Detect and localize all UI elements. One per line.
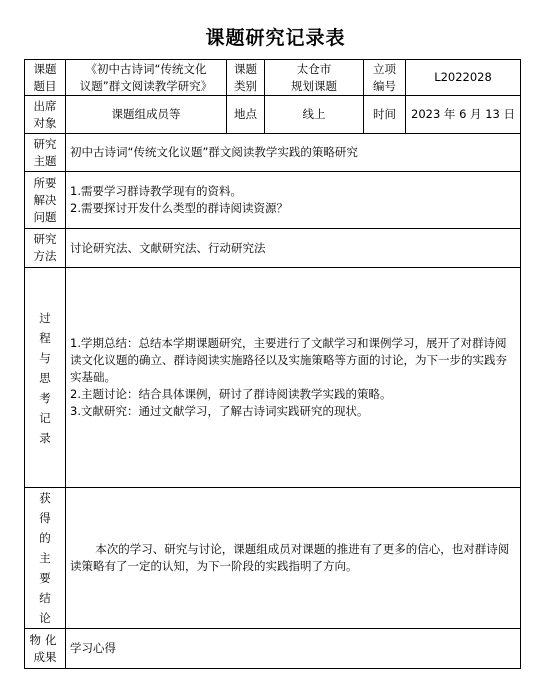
topic-value: 《初中古诗词“传统文化 议题”群文阅读教学研究》 [66, 60, 227, 96]
process-item: 2.主题讨论：结合具体课例，研讨了群诗阅读教学实践的策略。 [70, 387, 392, 401]
location-label: 地点 [227, 96, 265, 134]
row-theme [25, 134, 521, 172]
code-value: L2022028 [406, 60, 521, 96]
problems-value [66, 172, 521, 229]
code-label: 立项 编号 [364, 60, 406, 96]
row-topic [25, 60, 521, 96]
conclusion-label: 获得的主要结论 [25, 488, 66, 629]
theme-value: 初中古诗词“传统文化议题”群文阅读教学实践的策略研究 [66, 134, 521, 172]
conclusion-value: 本次的学习、研究与讨论，课题组成员对课题的推进有了更多的信心，也对群诗阅读策略有了一定的认知，为下一阶段的实践指明了方向。 [66, 488, 521, 629]
row-outcome [25, 629, 521, 669]
row-attendees [25, 96, 521, 134]
methods-value: 讨论研究法、文献研究法、行动研究法 [66, 229, 521, 268]
time-value: 2023 年 6 月 13 日 [406, 96, 521, 134]
page-title: 课题研究记录表 [205, 27, 346, 49]
location-value: 线上 [265, 96, 364, 134]
row-conclusion [25, 488, 521, 629]
time-label: 时间 [364, 96, 406, 134]
process-item: 3.文献研究：通过文献学习，了解古诗词实践研究的现状。 [70, 404, 369, 418]
process-value [66, 268, 521, 488]
theme-label: 研究 主题 [25, 134, 66, 172]
category-value: 太仓市 规划课题 [265, 60, 364, 96]
attendees-label: 出席 对象 [25, 96, 66, 134]
process-label: 过程与思考记录 [25, 268, 66, 488]
process-item: 1.学期总结：总结本学期课题研究，主要进行了文献学习和课例学习，展开了对群诗阅读文化议题的确立、群诗阅读实施路径以及实施策略等方面的讨论，为下一步的实践夯实基础。 [70, 336, 507, 384]
row-process [25, 268, 521, 488]
topic-label: 课题 题目 [25, 60, 66, 96]
row-problems [25, 172, 521, 229]
problem-item: 2.需要探讨开发什么类型的群诗阅读资源？ [70, 201, 288, 215]
attendees-value: 课题组成员等 [66, 96, 227, 134]
problems-label: 所要 解决 问题 [25, 172, 66, 229]
row-methods [25, 229, 521, 268]
outcome-value: 学习心得 [66, 629, 521, 669]
methods-label: 研究 方法 [25, 229, 66, 268]
outcome-label: 物化 成果 [25, 629, 66, 669]
record-table [24, 59, 521, 669]
problem-item: 1.需要学习群诗教学现有的资料。 [70, 184, 242, 198]
category-label: 课题 类别 [227, 60, 265, 96]
